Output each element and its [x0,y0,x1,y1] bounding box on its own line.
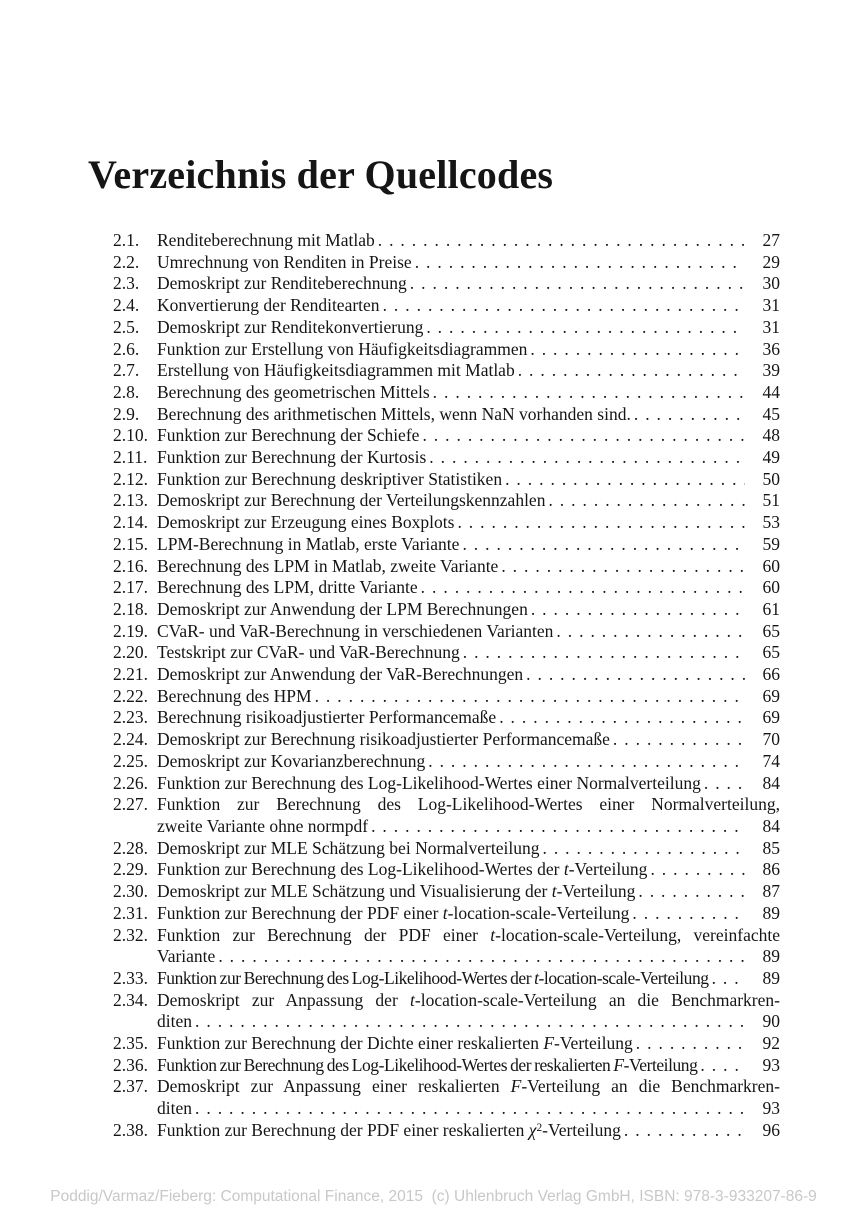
dot-leader [499,707,745,729]
entry-page-number: 89 [762,946,780,967]
dot-leader [505,469,745,491]
entry-number: 2.18. [113,598,148,619]
entry-page-number: 27 [762,230,780,250]
entry-page-number: 50 [762,468,780,489]
toc-entry [113,339,780,361]
entry-page-number: 92 [762,1033,780,1054]
entry-title: Berechnung des LPM, dritte Variante [157,577,418,598]
toc-entry [113,534,780,556]
entry-page-number: 70 [762,729,780,750]
entry-page-number: 48 [762,425,780,446]
dot-leader [636,1033,745,1055]
entry-title: Demoskript zur Kovarianzberechnung [157,750,426,771]
toc-entry [113,512,780,534]
entry-title: Funktion zur Berechnung der Dichte einer reskalierten F-Verteilung [157,1033,633,1054]
dot-leader [613,729,745,751]
entry-number: 2.21. [113,664,148,685]
toc-entry [113,751,780,773]
toc-entry [113,990,780,1012]
toc-entry [113,382,780,404]
entry-title: Demoskript zur Anwendung der LPM Berechnungen [157,598,528,619]
entry-page-number: 66 [762,664,780,685]
entry-title: Berechnung risikoadjustierter Performancemaße [157,707,497,728]
dot-leader [371,816,745,838]
toc-entry [113,1011,780,1033]
toc-list [113,230,780,1142]
entry-title: Berechnung des arithmetischen Mittels, wenn NaN vorhanden sind. [157,403,631,424]
entry-page-number: 69 [762,707,780,728]
entry-page-number: 65 [762,642,780,663]
dot-leader [383,295,745,317]
entry-number: 2.23. [113,707,148,728]
toc-entry [113,273,780,295]
entry-title: Funktion zur Berechnung der Schiefe [157,425,420,446]
entry-page-number: 60 [762,555,780,576]
entry-page-number: 44 [762,381,780,402]
entry-number: 2.22. [113,685,148,706]
dot-leader [650,859,745,881]
entry-page-number: 84 [762,772,780,793]
entry-title: Demoskript zur Anpassung der t-location-scale-Verteilung an die Benchmarkren- [157,989,780,1010]
entry-page-number: 96 [762,1119,780,1140]
dot-leader [712,968,745,990]
entry-page-number: 61 [762,598,780,619]
dot-leader [700,1055,745,1077]
entry-page-number: 51 [762,490,780,511]
toc-entry [113,230,780,252]
entry-page-number: 69 [762,685,780,706]
dot-leader [632,903,745,925]
entry-title: Demoskript zur MLE Schätzung und Visualisierung der t-Verteilung [157,881,636,902]
toc-entry [113,360,780,382]
entry-page-number: 29 [762,251,780,272]
toc-entry [113,295,780,317]
entry-title: CVaR- und VaR-Berechnung in verschiedenen Varianten [157,620,554,641]
entry-number: 2.16. [113,555,148,576]
entry-page-number: 36 [762,338,780,359]
entry-page-number: 93 [762,1098,780,1119]
entry-page-number: 89 [762,967,780,988]
dot-leader [634,404,745,426]
entry-title: Demoskript zur Erzeugung eines Boxplots [157,512,455,533]
entry-number: 2.19. [113,620,148,641]
entry-number: 2.31. [113,902,148,923]
entry-title: Funktion zur Berechnung der PDF einer t-location-scale-Verteilung [157,902,630,923]
dot-leader [462,534,745,556]
dot-leader [428,751,745,773]
entry-number: 2.27. [113,794,148,815]
entry-number: 2.4. [113,295,140,316]
dot-leader [415,252,745,274]
entry-number: 2.33. [113,967,148,988]
entry-title: Demoskript zur Renditeberechnung [157,273,407,294]
entry-number: 2.26. [113,772,148,793]
dot-leader [422,425,745,447]
entry-number: 2.11. [113,447,148,468]
toc-entry [113,447,780,469]
entry-number: 2.13. [113,490,148,511]
dot-leader [556,621,745,643]
dot-leader [410,273,745,295]
entry-page-number: 85 [762,837,780,858]
dot-leader [463,642,745,664]
entry-title: Berechnung des geometrischen Mittels [157,381,430,402]
toc-entry [113,729,780,751]
entry-title: Demoskript zur Anpassung einer reskalierten F-Verteilung an die Benchmarkren- [157,1076,780,1097]
entry-number: 2.20. [113,642,148,663]
entry-title: Funktion zur Berechnung der Kurtosis [157,447,427,468]
entry-title: Funktion zur Berechnung des Log-Likelihood-Wertes der reskalierten F-Verteilung [157,1054,698,1075]
entry-number: 2.24. [113,729,148,750]
entry-page-number: 89 [762,902,780,923]
toc-entry [113,577,780,599]
entry-number: 2.12. [113,468,148,489]
toc-entry [113,1120,780,1142]
dot-leader [530,339,745,361]
entry-page-number: 90 [762,1011,780,1032]
dot-leader [315,686,745,708]
entry-title: Funktion zur Berechnung des Log-Likelihood-Wertes einer Normalverteilung [157,772,701,793]
footer-credit: Poddig/Varmaz/Fieberg: Computational Finance, 2015 (c) Uhlenbruch Verlag GmbH, ISBN: 978-3-933207-86-9 [50,1188,817,1205]
toc-entry [113,686,780,708]
entry-page-number: 59 [762,533,780,554]
entry-number: 2.38. [113,1119,148,1140]
entry-title: Demoskript zur Berechnung der Verteilungskennzahlen [157,490,546,511]
entry-title: Testskript zur CVaR- und VaR-Berechnung [157,642,460,663]
entry-page-number: 65 [762,620,780,641]
toc-entry [113,794,780,816]
entry-page-number: 53 [762,512,780,533]
entry-title: zweite Variante ohne normpdf [157,815,369,836]
entry-number: 2.6. [113,338,140,359]
entry-number: 2.10. [113,425,148,446]
entry-title: Demoskript zur Renditekonvertierung [157,316,424,337]
entry-number: 2.37. [113,1076,148,1097]
dot-leader [433,382,745,404]
dot-leader [501,556,745,578]
dot-leader [457,512,745,534]
toc-entry [113,599,780,621]
toc-entry [113,859,780,881]
entry-page-number: 93 [762,1054,780,1075]
entry-number: 2.35. [113,1033,148,1054]
entry-title: diten [157,1011,192,1032]
entry-title: Funktion zur Berechnung des Log-Likelihood-Wertes der t-location-scale-Verteilung [157,967,709,988]
toc-entry [113,425,780,447]
entry-title: LPM-Berechnung in Matlab, erste Variante [157,533,460,554]
entry-title: Berechnung des LPM in Matlab, zweite Variante [157,555,499,576]
entry-number: 2.28. [113,837,148,858]
entry-title: Variante [157,946,216,967]
toc-entry [113,252,780,274]
dot-leader [421,577,745,599]
dot-leader [548,490,745,512]
entry-page-number: 49 [762,447,780,468]
entry-number: 2.9. [113,403,140,424]
dot-leader [638,881,745,903]
entry-page-number: 31 [762,316,780,337]
toc-entry [113,1033,780,1055]
dot-leader [195,1098,745,1120]
entry-title: diten [157,1098,192,1119]
toc-entry [113,621,780,643]
entry-title: Funktion zur Erstellung von Häufigkeitsdiagrammen [157,338,528,359]
toc-entry [113,1098,780,1120]
entry-number: 2.14. [113,512,148,533]
entry-title: Demoskript zur Anwendung der VaR-Berechnungen [157,664,524,685]
dot-leader [429,447,745,469]
dot-leader [378,230,745,252]
entry-page-number: 74 [762,750,780,771]
toc-entry [113,1055,780,1077]
entry-number: 2.25. [113,750,148,771]
toc-entry [113,556,780,578]
toc-entry [113,664,780,686]
entry-number: 2.17. [113,577,148,598]
entry-title: Erstellung von Häufigkeitsdiagrammen mit Matlab [157,360,515,381]
entry-number: 2.1. [113,230,140,250]
entry-page-number: 60 [762,577,780,598]
dot-leader [518,360,745,382]
toc-entry [113,469,780,491]
entry-number: 2.36. [113,1054,148,1075]
entry-title: Funktion zur Berechnung der PDF einer t-location-scale-Verteilung, vereinfachte [157,924,780,945]
dot-leader [624,1120,745,1142]
entry-number: 2.2. [113,251,140,272]
toc-entry [113,773,780,795]
toc-entry [113,317,780,339]
entry-page-number: 87 [762,881,780,902]
entry-number: 2.3. [113,273,140,294]
entry-number: 2.7. [113,360,140,381]
toc-entry [113,490,780,512]
entry-number: 2.32. [113,924,148,945]
entry-title: Funktion zur Berechnung des Log-Likelihood-Wertes einer Normalverteilung, [157,794,780,815]
entry-number: 2.8. [113,381,140,402]
entry-page-number: 39 [762,360,780,381]
dot-leader [531,599,745,621]
entry-number: 2.29. [113,859,148,880]
toc-entry [113,1076,780,1098]
entry-title: Umrechnung von Renditen in Preise [157,251,412,272]
entry-title: Funktion zur Berechnung der PDF einer reskalierten $\chi^2$-Verteilung [157,1119,621,1140]
entry-title: Demoskript zur MLE Schätzung bei Normalverteilung [157,837,540,858]
toc-entry [113,925,780,947]
entry-page-number: 30 [762,273,780,294]
toc-entry [113,946,780,968]
dot-leader [195,1011,745,1033]
entry-number: 2.30. [113,881,148,902]
toc-entry [113,707,780,729]
entry-page-number: 86 [762,859,780,880]
entry-title: Demoskript zur Berechnung risikoadjustierter Performancemaße [157,729,610,750]
entry-page-number: 45 [762,403,780,424]
toc-entry [113,816,780,838]
entry-title: Berechnung des HPM [157,685,312,706]
dot-leader [426,317,745,339]
entry-title: Konvertierung der Renditearten [157,295,380,316]
dot-leader [526,664,745,686]
dot-leader [542,838,745,860]
toc-entry [113,404,780,426]
dot-leader [218,946,745,968]
toc-entry [113,642,780,664]
toc-entry [113,968,780,990]
entry-title: Renditeberechnung mit Matlab [157,230,375,250]
toc-entry [113,903,780,925]
entry-number: 2.34. [113,989,148,1010]
entry-page-number: 84 [762,815,780,836]
entry-title: Funktion zur Berechnung des Log-Likelihood-Wertes der t-Verteilung [157,859,648,880]
entry-number: 2.5. [113,316,140,337]
toc-entry [113,881,780,903]
entry-title: Funktion zur Berechnung deskriptiver Statistiken [157,468,503,489]
entry-page-number: 31 [762,295,780,316]
page-title: Verzeichnis der Quellcodes [88,152,554,197]
dot-leader [704,773,745,795]
toc-entry [113,838,780,860]
entry-number: 2.15. [113,533,148,554]
